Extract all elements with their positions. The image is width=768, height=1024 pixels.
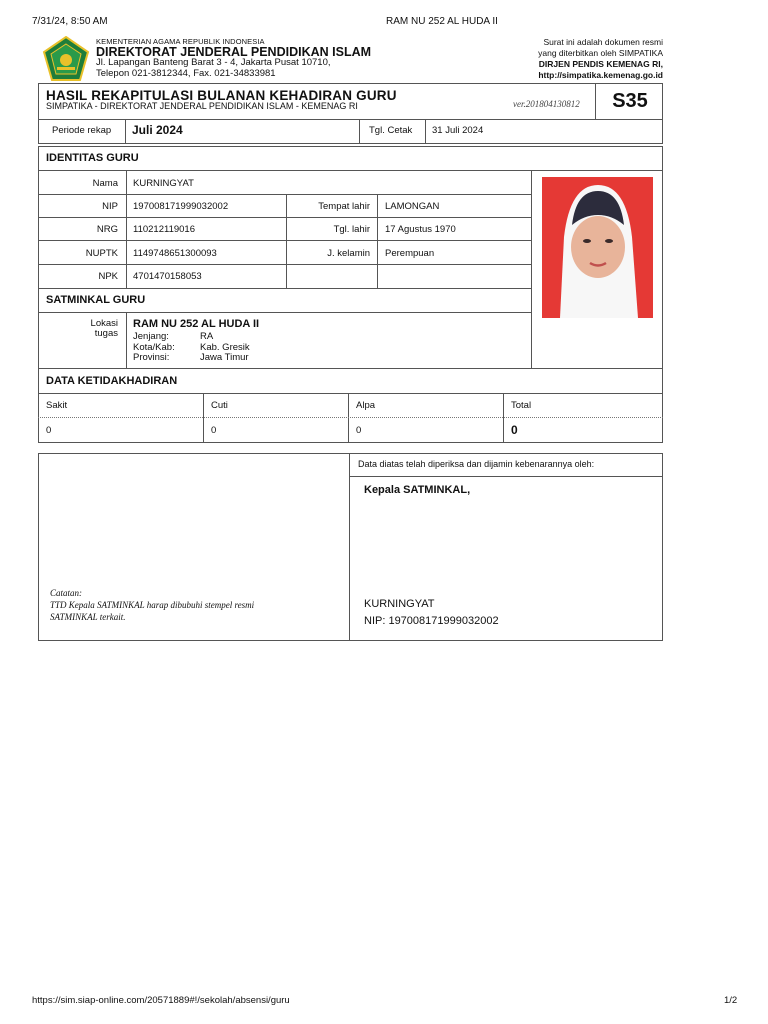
period-value: Juli 2024 [132,123,183,137]
identity-section-title: IDENTITAS GURU [46,152,139,164]
satminkal-section-title: SATMINKAL GURU [46,294,146,306]
location-label-line: tugas [94,328,118,339]
level-label: Jenjang: [133,331,169,342]
print-page-title: RAM NU 252 AL HUDA II [386,16,498,27]
verified-text: Data diatas telah diperiksa dan dijamin kebenarannya oleh: [358,459,595,469]
gender-label: J. kelamin [327,248,370,259]
name-value: KURNINGYAT [133,178,194,189]
note-title: Catatan: [50,588,83,598]
name-label: Nama [92,178,118,189]
gender-value: Perempuan [385,248,435,259]
birthplace-label: Tempat lahir [318,201,370,212]
note-block [50,587,254,623]
address-line: Jl. Lapangan Banteng Barat 3 - 4, Jakarta Pusat 10710, [96,57,331,68]
absence-value-leave: 0 [211,425,217,436]
nuptk-value: 1149748651300093 [133,248,217,259]
absence-value-sick: 0 [46,425,52,436]
npk-value: 4701470158053 [133,271,202,282]
nrg-label: NRG [96,224,118,235]
teacher-photo [542,177,653,318]
absence-section-title: DATA KETIDAKHADIRAN [46,375,178,387]
nrg-value: 110212119016 [133,224,195,235]
school-details [133,332,250,364]
location-label [38,319,118,339]
absence-value-alpha: 0 [356,425,362,436]
report-subtitle: SIMPATIKA - DIREKTORAT JENDERAL PENDIDIKAN ISLAM - KEMENAG RI [46,101,358,111]
signer-nip: NIP: 197008171999032002 [364,615,499,627]
note-text: TTD Kepala SATMINKAL harap dibubuhi stempel resmi [50,600,255,610]
directorate-title: DIREKTORAT JENDERAL PENDIDIKAN ISLAM [96,45,372,59]
city-value: Kab. Gresik [200,341,250,353]
province-value: Jawa Timur [200,352,249,363]
birthdate-value: 17 Agustus 1970 [385,224,456,235]
note-line: Surat ini adalah dokumen resmi [543,37,663,47]
absence-header-leave: Cuti [211,400,228,411]
nip-label: NIP [102,201,118,212]
form-code: S35 [595,83,664,119]
npk-label: NPK [98,271,118,282]
note-line: yang diterbitkan oleh SIMPATIKA [538,48,663,58]
kemenag-logo-icon [42,36,90,82]
city-label: Kota/Kab: [133,341,175,353]
phone-line: Telepon 021-3812344, Fax. 021-34833981 [96,68,276,79]
province-label: Provinsi: [133,352,170,363]
signer-role: Kepala SATMINKAL, [364,484,471,496]
location-label-line: Lokasi [90,318,118,329]
birthdate-label: Tgl. lahir [333,224,370,235]
version-label: ver.201804130812 [513,99,580,109]
level-value: RA [200,331,214,342]
note-line-bold: DIRJEN PENDIS KEMENAG RI, [538,59,663,69]
ministry-name: KEMENTERIAN AGAMA REPUBLIK INDONESIA [96,37,265,46]
report-title: HASIL REKAPITULASI BULANAN KEHADIRAN GURU [46,88,397,103]
print-date-value: 31 Juli 2024 [432,125,484,136]
address-block [96,57,331,79]
school-name: RAM NU 252 AL HUDA II [133,318,260,330]
print-date-label: Tgl. Cetak [369,125,413,136]
signer-name: KURNINGYAT [364,598,435,610]
note-text: SATMINKAL terkait. [50,612,126,622]
official-note [538,37,663,81]
print-footer-url[interactable]: https://sim.siap-online.com/20571889#!/sekolah/absensi/guru [32,995,290,1006]
nuptk-label: NUPTK [85,248,118,259]
absence-value-total: 0 [511,423,518,437]
simpatika-link[interactable]: http://simpatika.kemenag.go.id [538,70,663,80]
person-portrait-icon [542,177,653,318]
period-label: Periode rekap [52,125,112,136]
birthplace-value: LAMONGAN [385,201,440,212]
absence-header-alpha: Alpa [356,400,376,411]
absence-header-sick: Sakit [46,400,68,411]
print-datetime: 7/31/24, 8:50 AM [32,16,108,27]
absence-header-total: Total [511,400,532,411]
print-footer-page: 1/2 [724,995,738,1006]
nip-value: 197008171999032002 [133,201,229,212]
